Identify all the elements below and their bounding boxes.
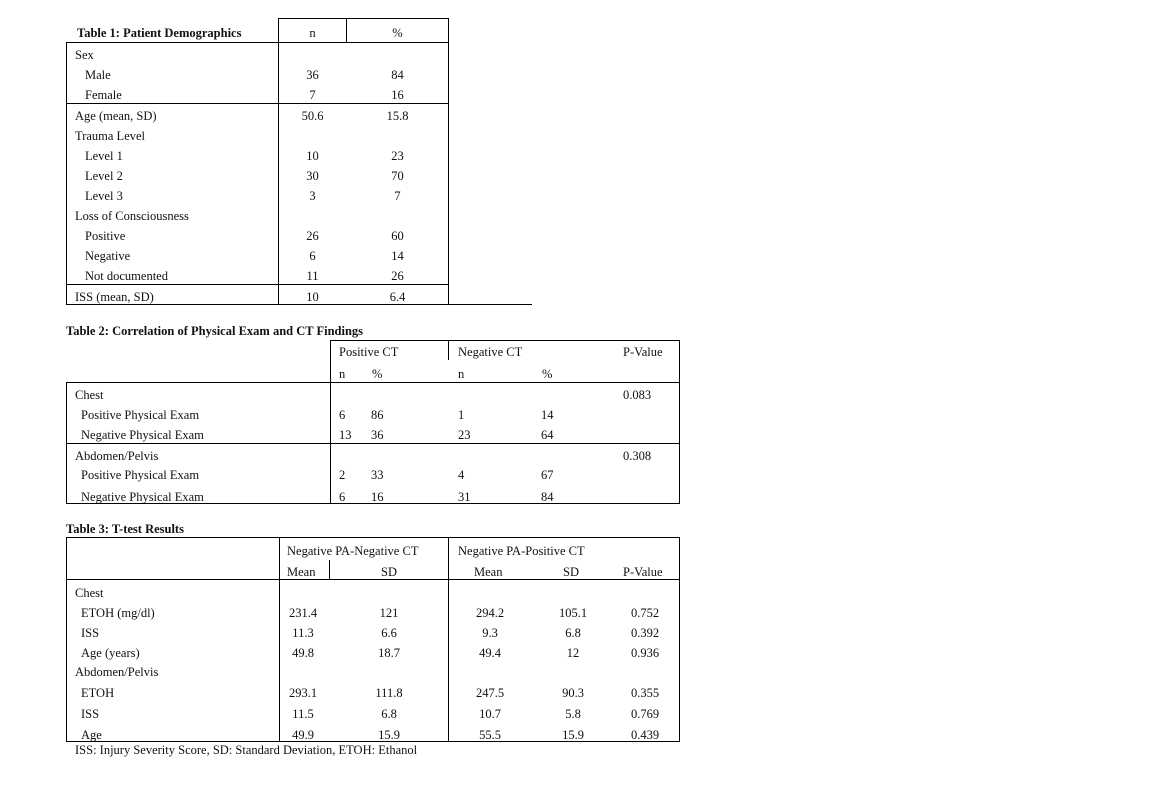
table-1-row-label: Level 3 xyxy=(85,189,123,203)
table-2-row-label: Negative Physical Exam xyxy=(81,428,204,442)
table-1-row-pct: 7 xyxy=(394,189,401,203)
table-3-row-mean2: 294.2 xyxy=(475,606,505,620)
table-3-group2-header: Negative PA-Positive CT xyxy=(458,544,585,558)
table-2-row-p1: 16 xyxy=(371,490,384,504)
table-3-row-mean1: 49.9 xyxy=(292,728,314,742)
table-2-row-p2: 84 xyxy=(541,490,554,504)
table-3-row-label: Age xyxy=(81,728,102,742)
table-3-row-mean1: 231.4 xyxy=(288,606,318,620)
table-3-row-sd2: 6.8 xyxy=(565,626,581,640)
table-1-row-label: Female xyxy=(85,88,122,102)
table-1-row-n: 6 xyxy=(309,249,316,263)
table-3-row-label: Chest xyxy=(75,586,104,600)
table-1-title: Table 1: Patient Demographics xyxy=(77,26,242,40)
table-2-row-n2: 31 xyxy=(458,490,471,504)
table-3-sd1-header: SD xyxy=(381,565,397,579)
table-3-row-pvalue: 0.936 xyxy=(630,646,660,660)
table-2-p1-header: % xyxy=(372,367,383,381)
table-2-n2-header: n xyxy=(458,367,465,381)
table-3-row-sd1: 18.7 xyxy=(378,646,400,660)
table-1-row-label: ISS (mean, SD) xyxy=(75,290,154,304)
table-3-row-mean1: 49.8 xyxy=(292,646,314,660)
table-2-row-n1: 6 xyxy=(339,408,346,422)
table-1-row-pct: 23 xyxy=(391,149,404,163)
table-1-row-n: 26 xyxy=(306,229,319,243)
table-2-n1-header: n xyxy=(339,367,346,381)
table-1-row-label: Positive xyxy=(85,229,126,243)
table-2-row-label: Positive Physical Exam xyxy=(81,468,200,482)
table-2-row-p1: 36 xyxy=(371,428,384,442)
table-3-row-sd2: 90.3 xyxy=(562,686,584,700)
table-1-row-n: 3 xyxy=(309,189,316,203)
table-1-row-label: Not documented xyxy=(85,269,168,283)
table-2-row-label: Abdomen/Pelvis xyxy=(75,449,159,463)
table-1-row-pct: 84 xyxy=(391,68,404,82)
table-3-row-sd2: 105.1 xyxy=(558,606,588,620)
table-3-group1-header: Negative PA-Negative CT xyxy=(287,544,419,558)
table-1-row-label: Sex xyxy=(75,48,94,62)
table-1-row-n: 11 xyxy=(306,269,319,283)
table-1-col-n: n xyxy=(309,26,316,40)
table-3-row-mean2: 55.5 xyxy=(479,728,501,742)
table-2-row-p2: 14 xyxy=(541,408,554,422)
table-1-row-n: 10 xyxy=(306,290,319,304)
table-3-row-label: ISS xyxy=(81,626,100,640)
table-1-row-label: Level 1 xyxy=(85,149,123,163)
table-3-row-sd2: 15.9 xyxy=(562,728,584,742)
table-3-row-label: ETOH (mg/dl) xyxy=(81,606,155,620)
table-3-row-sd1: 6.8 xyxy=(381,707,397,721)
table-1-row-label: Age (mean, SD) xyxy=(75,109,157,123)
table-1-col-pct: % xyxy=(392,26,403,40)
table-2-row-label: Positive Physical Exam xyxy=(81,408,200,422)
table-3-row-pvalue: 0.752 xyxy=(630,606,660,620)
table-2-negative-ct-header: Negative CT xyxy=(458,345,523,359)
table-3-row-mean2: 49.4 xyxy=(479,646,501,660)
table-2-p2-header: % xyxy=(542,367,553,381)
table-2-positive-ct-header: Positive CT xyxy=(339,345,399,359)
table-2-row-label: Negative Physical Exam xyxy=(81,490,204,504)
table-3-mean2-header: Mean xyxy=(474,565,503,579)
table-3-row-label: Abdomen/Pelvis xyxy=(75,665,159,679)
table-2-row-n1: 6 xyxy=(339,490,346,504)
table-2-row-n1: 13 xyxy=(339,428,352,442)
table-1-row-n: 10 xyxy=(306,149,319,163)
table-1-row-label: Male xyxy=(85,68,111,82)
table-3-title: Table 3: T-test Results xyxy=(66,522,184,536)
table-3-row-pvalue: 0.439 xyxy=(630,728,660,742)
table-3-row-mean2: 247.5 xyxy=(475,686,505,700)
table-3-row-sd2: 5.8 xyxy=(565,707,581,721)
table-1-row-n: 36 xyxy=(306,68,319,82)
table-2-row-n2: 4 xyxy=(458,468,465,482)
table-2-row-p1: 33 xyxy=(371,468,384,482)
table-1-row-label: Loss of Consciousness xyxy=(75,209,189,223)
table-1-row-pct: 60 xyxy=(391,229,404,243)
table-2-pvalue-header: P-Value xyxy=(623,345,663,359)
table-3-row-sd1: 6.6 xyxy=(381,626,397,640)
table-3-row-pvalue: 0.392 xyxy=(630,626,660,640)
table-3-row-mean2: 9.3 xyxy=(482,626,498,640)
table-3-mean1-header: Mean xyxy=(287,565,316,579)
table-3-row-pvalue: 0.355 xyxy=(630,686,660,700)
table-1-row-n: 50.6 xyxy=(301,109,324,123)
table-3-row-mean1: 11.5 xyxy=(292,707,314,721)
table-1-row-n: 30 xyxy=(306,169,319,183)
table-2-row-label: Chest xyxy=(75,388,104,402)
table-1-row-n: 7 xyxy=(309,88,316,102)
table-2-row-n1: 2 xyxy=(339,468,346,482)
table-1-row-pct: 70 xyxy=(391,169,404,183)
table-1-row-label: Level 2 xyxy=(85,169,123,183)
table-3-row-label: Age (years) xyxy=(81,646,140,660)
table-3-pvalue-header: P-Value xyxy=(623,565,663,579)
table-2-row-p1: 86 xyxy=(371,408,384,422)
table-3-row-pvalue: 0.769 xyxy=(630,707,660,721)
table-3-sd2-header: SD xyxy=(563,565,579,579)
table-2-row-n2: 23 xyxy=(458,428,471,442)
table-2-row-p2: 67 xyxy=(541,468,554,482)
table-3-row-label: ETOH xyxy=(81,686,115,700)
table-3-row-mean1: 293.1 xyxy=(288,686,318,700)
table-3-row-label: ISS xyxy=(81,707,100,721)
table-2-row-n2: 1 xyxy=(458,408,465,422)
footnote: ISS: Injury Severity Score, SD: Standard Deviation, ETOH: Ethanol xyxy=(75,743,418,757)
table-1-row-pct: 15.8 xyxy=(386,109,409,123)
table-3-row-sd1: 15.9 xyxy=(378,728,400,742)
table-3-row-sd1: 111.8 xyxy=(375,686,403,700)
table-3-row-sd2: 12 xyxy=(566,646,580,660)
table-1-row-pct: 16 xyxy=(391,88,404,102)
table-1-row-pct: 14 xyxy=(391,249,404,263)
table-2-row-p2: 64 xyxy=(541,428,554,442)
table-3-row-mean2: 10.7 xyxy=(479,707,501,721)
table-2-row-pvalue: 0.308 xyxy=(623,449,652,463)
table-2-row-pvalue: 0.083 xyxy=(623,388,652,402)
table-1-row-label: Negative xyxy=(85,249,131,263)
table-3-row-mean1: 11.3 xyxy=(292,626,314,640)
table-1-row-label: Trauma Level xyxy=(75,129,146,143)
table-1-row-pct: 26 xyxy=(391,269,404,283)
table-1-row-pct: 6.4 xyxy=(389,290,406,304)
table-2-title: Table 2: Correlation of Physical Exam and CT Findings xyxy=(66,324,364,338)
table-3-row-sd1: 121 xyxy=(379,606,399,620)
